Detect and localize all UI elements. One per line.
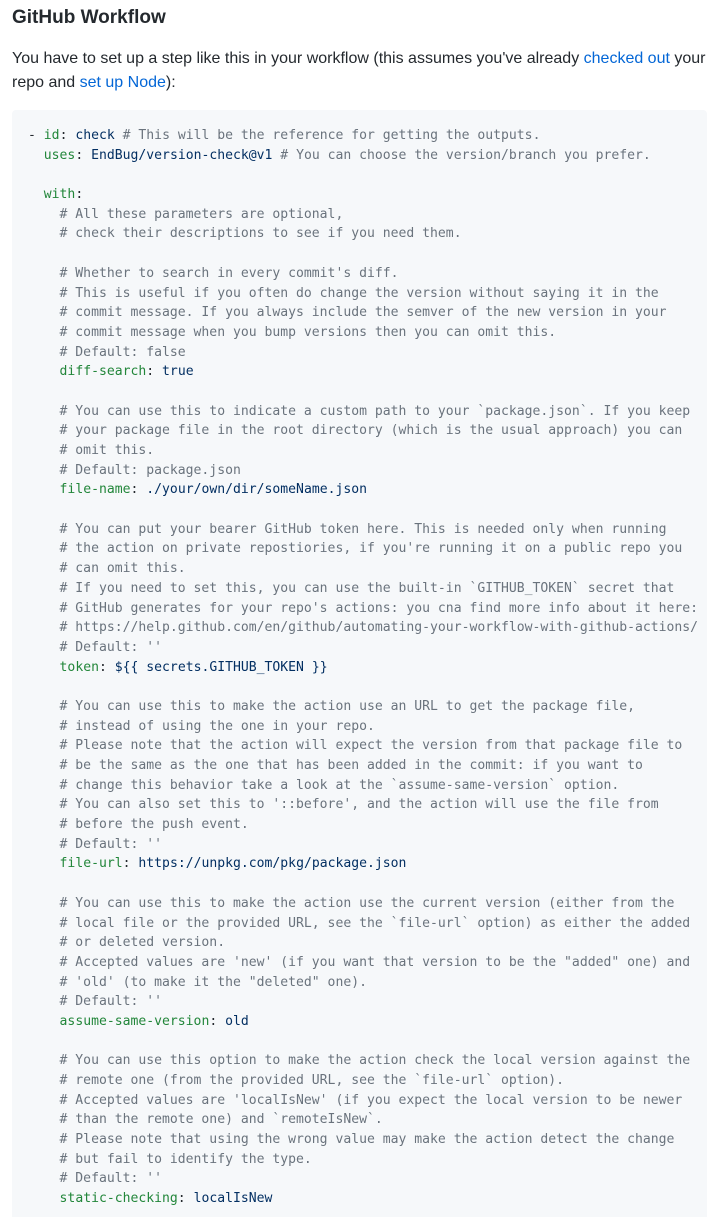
intro-text-before: You have to set up a step like this in your workflow (this assumes you've already [12, 50, 584, 67]
code-line-blank [28, 382, 707, 402]
code-comment-line: # Default: '' [28, 639, 163, 655]
code-comment-line: # Default: '' [28, 1171, 163, 1187]
code-comment-line: # instead of using the one in your repo. [28, 718, 375, 734]
code-line-blank [28, 244, 707, 264]
code-line-uses: uses: EndBug/version-check@v1 # You can choose the version/branch you prefer. [43, 147, 651, 163]
intro-text-middle: your repo and [12, 50, 706, 91]
code-comment-line: # You can also set this to '::before', and the action will use the file from [28, 797, 659, 813]
code-comment-line: # local file or the provided URL, see the `file-url` option) as either the added [28, 915, 691, 931]
code-comment-line: # 'old' (to make it the "deleted" one). [28, 974, 367, 990]
code-comment-line: # GitHub generates for your repo's actions: you cna find more info about it here: [28, 600, 699, 616]
code-comment-line: # Default: false [28, 344, 186, 360]
code-comment-line: # omit this. [28, 443, 155, 458]
code-comment-line: # This is useful if you often do change the version without saying it in the [28, 285, 659, 301]
code-comment-line: # Whether to search in every commit's diff. [28, 265, 399, 281]
code-line-blank [28, 165, 707, 185]
checked-out-link[interactable]: checked out [583, 50, 670, 67]
code-comment-line: # Default: '' [28, 836, 163, 852]
workflow-code-block[interactable] [12, 110, 707, 1217]
code-comment-line: # commit message. If you always include the semver of the new version in your [28, 305, 667, 321]
code-comment-line: # before the push event. [28, 817, 249, 833]
code-comment-line: # Please note that using the wrong value may make the action detect the change [28, 1132, 675, 1148]
code-comment-line: # If you need to set this, you can use the built-in `GITHUB_TOKEN` secret that [28, 580, 675, 596]
code-comment-line: # be the same as the one that has been added in the commit: if you want to [28, 758, 643, 773]
code-comment-line: # commit message when you bump versions then you can omit this. [28, 324, 557, 340]
code-comment-line: # Default: package.json [28, 462, 241, 478]
code-comment-line: # or deleted version. [28, 935, 226, 951]
code-comment-line: # You can put your bearer GitHub token here. This is needed only when running [28, 521, 667, 537]
code-comment-line: # You can use this to make the action use an URL to get the package file, [28, 698, 635, 714]
code-line-blank [28, 500, 707, 520]
code-line-diff-search: diff-search: true [59, 364, 194, 380]
code-line-blank [28, 874, 707, 894]
intro-paragraph [12, 47, 712, 95]
code-comment-line: # You can use this to make the action use the current version (either from the [28, 895, 675, 911]
code-comment-line: # You can use this to indicate a custom path to your `package.json`. If you keep [28, 403, 691, 419]
code-line-file-name: file-name: ./your/own/dir/someName.json [59, 482, 368, 498]
code-line-token: token: ${{ secrets.GITHUB_TOKEN }} [59, 659, 328, 675]
workflow-code [12, 110, 707, 1209]
code-comment-line: # but fail to identify the type. [28, 1151, 312, 1167]
code-comment-line: # change this behavior take a look at the `assume-same-version` option. [28, 777, 620, 793]
code-comment-line: # Accepted values are 'new' (if you want that version to be the "added" one) and [28, 954, 691, 970]
code-line-static-checking: static-checking: localIsNew [59, 1191, 273, 1207]
code-comment-line: # Please note that the action will expect the version from that package file to [28, 738, 683, 754]
code-line-id: - id: check # This will be the reference for getting the outputs. [28, 128, 541, 143]
code-line-blank [28, 1032, 707, 1052]
code-comment-line: # All these parameters are optional, [28, 206, 344, 222]
set-up-node-link[interactable]: set up Node [79, 74, 166, 91]
code-comment-line: # Accepted values are 'localIsNew' (if you expect the local version to be newer [28, 1092, 683, 1108]
code-comment-line: # You can use this option to make the action check the local version against the [28, 1053, 691, 1069]
code-line-file-url: file-url: https://unpkg.com/pkg/package.json [59, 856, 407, 872]
code-line-assume-same-version: assume-same-version: old [59, 1013, 249, 1029]
section-heading: GitHub Workflow [12, 7, 166, 28]
code-comment-line: # can omit this. [28, 561, 186, 577]
code-comment-line: # remote one (from the provided URL, see the `file-url` option). [28, 1073, 565, 1088]
code-comment-line: # check their descriptions to see if you need them. [28, 226, 462, 242]
code-comment-line: # your package file in the root directory (which is the usual approach) you can [28, 423, 683, 439]
intro-text-after: ): [165, 74, 176, 91]
code-line-with: with: [43, 187, 84, 203]
code-comment-line: # https://help.github.com/en/github/automating-your-workflow-with-github-actions/ [28, 620, 699, 636]
code-line-blank [28, 677, 707, 697]
code-comment-line: # the action on private repostiories, if you're running it on a public repo you [28, 541, 683, 557]
code-comment-line: # than the remote one) and `remoteIsNew`. [28, 1112, 383, 1128]
code-comment-line: # Default: '' [28, 994, 163, 1010]
